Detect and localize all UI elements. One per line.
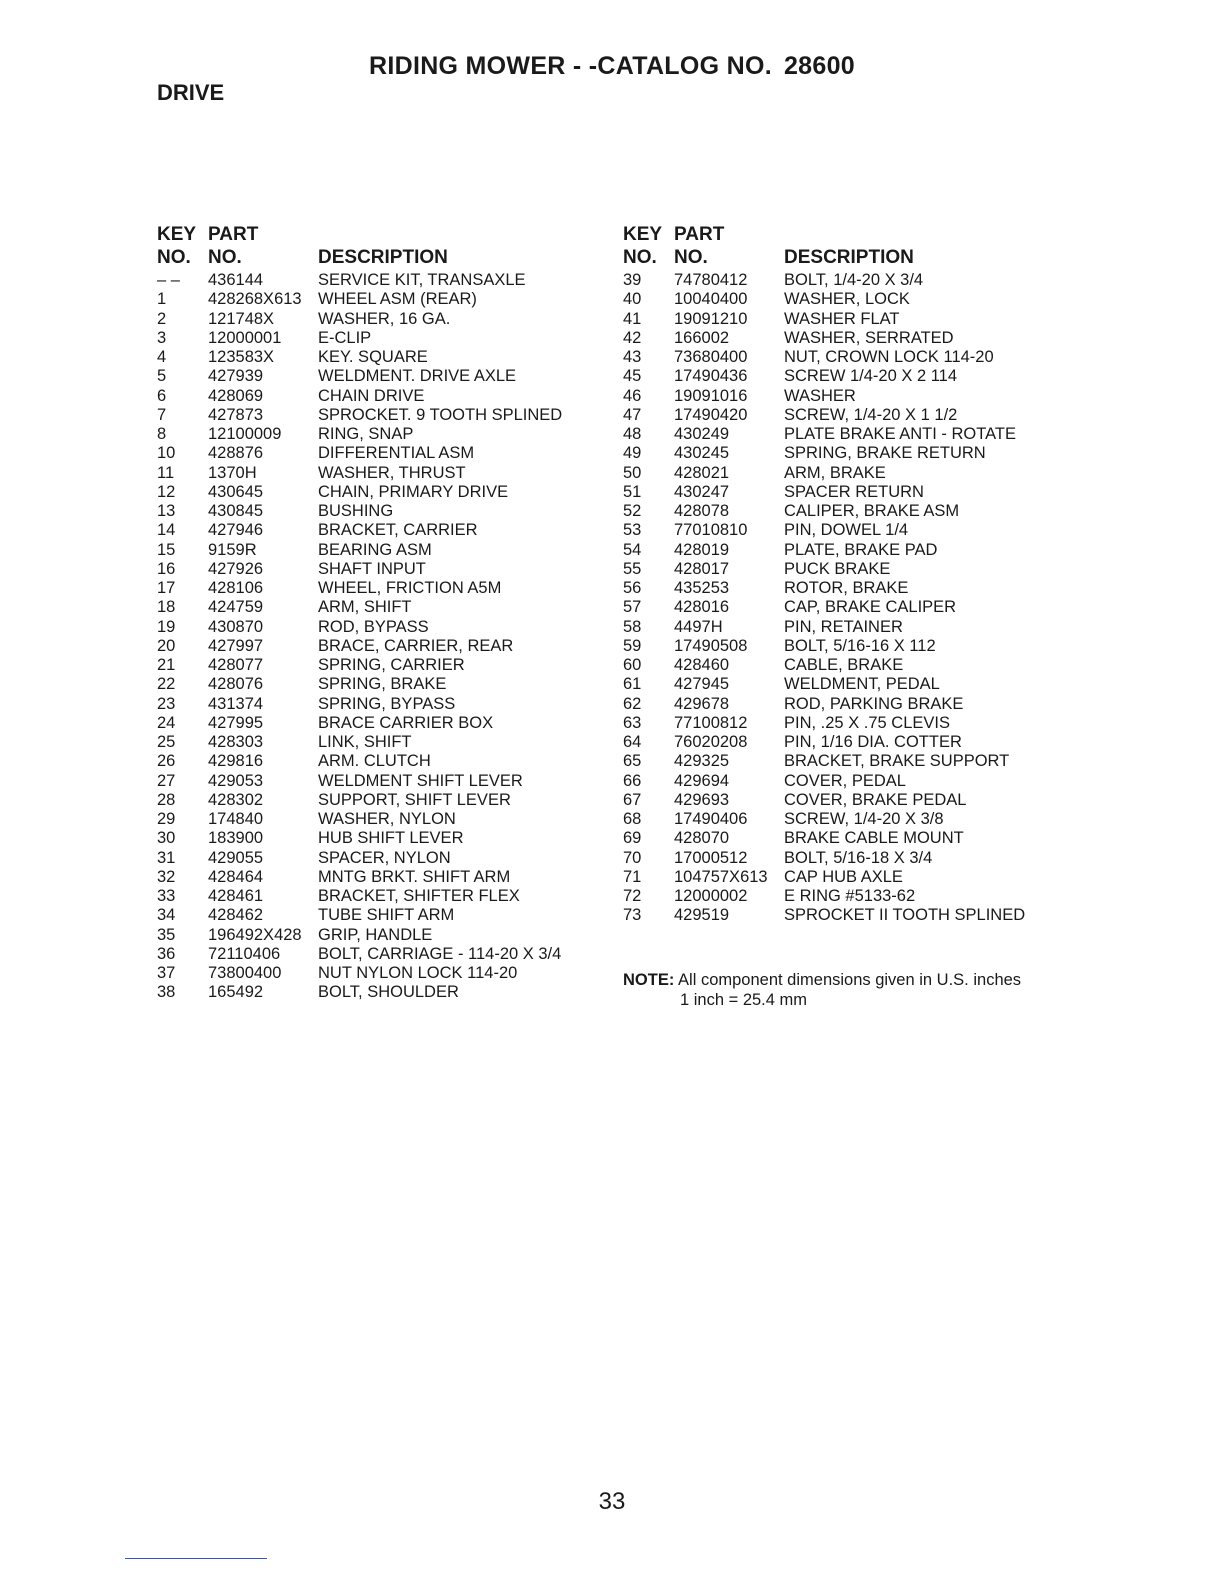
key-no: 59 (623, 636, 642, 655)
key-no: 25 (157, 733, 176, 751)
part-description: PIN, RETAINER (784, 617, 903, 636)
part-no: 429325 (674, 752, 730, 771)
part-no: 428019 (674, 540, 730, 559)
part-description: KEY. SQUARE (318, 348, 428, 366)
section-heading: DRIVE (157, 80, 225, 105)
part-description: ROD, PARKING BRAKE (784, 694, 964, 713)
part-description: NUT NYLON LOCK 114-20 (318, 964, 518, 982)
part-no: 428070 (674, 829, 730, 848)
key-no: 45 (623, 367, 642, 386)
part-description: E RING #5133-62 (784, 887, 916, 905)
key-no: 50 (623, 463, 642, 482)
page-title (0, 52, 1224, 81)
part-no: 429693 (674, 790, 730, 809)
key-no: 40 (623, 290, 642, 309)
part-no: 428460 (674, 656, 730, 674)
note-label: NOTE: (623, 971, 675, 989)
key-header: KEY (157, 224, 197, 245)
part-description: TUBE SHIFT ARM (318, 906, 455, 925)
key-no: 34 (157, 906, 176, 925)
key-no: 5 (157, 367, 167, 386)
part-no: 428462 (208, 906, 264, 925)
part-description: BRACKET, SHIFTER FLEX (318, 887, 520, 905)
part-description: SCREW 1/4-20 X 2 114 (784, 367, 958, 386)
key-no: 23 (157, 694, 176, 713)
key-no: 57 (623, 598, 642, 617)
part-no: 183900 (208, 829, 264, 848)
key-no: 31 (157, 848, 176, 867)
key-no: 70 (623, 848, 642, 867)
key-no: 35 (157, 925, 176, 944)
part-header-no: NO. (208, 247, 242, 268)
part-no: 427926 (208, 559, 264, 578)
key-no: 58 (623, 617, 642, 636)
key-no: 69 (623, 829, 642, 848)
part-no: 428016 (674, 598, 730, 617)
part-no: 430645 (208, 482, 264, 501)
key-no: 41 (623, 309, 642, 328)
part-description: BRACKET, BRAKE SUPPORT (784, 752, 1010, 771)
part-no: 428876 (208, 444, 264, 463)
footer-rule (125, 1558, 267, 1559)
part-description: BRACE CARRIER BOX (318, 713, 494, 732)
part-description: CABLE, BRAKE (784, 656, 904, 674)
part-description: WELDMENT. DRIVE AXLE (318, 367, 517, 386)
key-no: 21 (157, 656, 176, 674)
part-no: 12000002 (674, 887, 748, 905)
part-header: PART (674, 224, 725, 245)
key-no: 47 (623, 405, 642, 424)
part-description: COVER, BRAKE PEDAL (784, 790, 967, 809)
key-no: 19 (157, 617, 176, 636)
part-no: 428303 (208, 733, 264, 751)
key-no: 24 (157, 713, 176, 732)
part-description: ARM, BRAKE (784, 463, 886, 482)
part-description: CHAIN DRIVE (318, 386, 425, 405)
part-no: 429678 (674, 694, 730, 713)
part-description: DIFFERENTIAL ASM (318, 444, 475, 463)
part-no: 430247 (674, 482, 730, 501)
part-description: BEARING ASM (318, 540, 432, 559)
part-description: CALIPER, BRAKE ASM (784, 502, 960, 520)
part-no: 429055 (208, 848, 264, 867)
key-no: 18 (157, 598, 176, 617)
part-description: GRIP, HANDLE (318, 925, 433, 944)
key-no: 37 (157, 964, 176, 982)
note-line-2: 1 inch = 25.4 mm (680, 990, 808, 1009)
part-no: 428078 (674, 502, 730, 520)
part-header-no: NO. (674, 247, 708, 268)
key-no: 39 (623, 271, 642, 289)
key-no: 42 (623, 328, 642, 347)
part-description: BRACKET, CARRIER (318, 521, 478, 540)
part-no: 196492X428 (208, 925, 302, 944)
key-no: 68 (623, 810, 642, 828)
part-description: SUPPORT, SHIFT LEVER (318, 790, 511, 809)
part-no: 428069 (208, 386, 264, 405)
key-no: 72 (623, 887, 642, 905)
part-no: 123583X (208, 348, 275, 366)
part-header: PART (208, 224, 259, 245)
part-description: WASHER, 16 GA. (318, 309, 451, 328)
key-no: 55 (623, 559, 642, 578)
key-no: 22 (157, 675, 176, 694)
part-no: 12100009 (208, 425, 282, 443)
part-no: 9159R (208, 540, 257, 559)
key-no: 29 (157, 810, 176, 828)
part-no: 428021 (674, 463, 730, 482)
key-no: 64 (623, 733, 642, 751)
key-no: 52 (623, 502, 642, 520)
part-no: 427997 (208, 636, 264, 655)
part-no: 166002 (674, 328, 730, 347)
part-description: MNTG BRKT. SHIFT ARM (318, 867, 511, 886)
part-description: NUT, CROWN LOCK 114-20 (784, 348, 994, 366)
part-description: WASHER, THRUST (318, 463, 466, 482)
key-no: 12 (157, 482, 176, 501)
part-description: ROD, BYPASS (318, 617, 429, 636)
part-description: COVER, PEDAL (784, 771, 906, 790)
part-description: SPACER, NYLON (318, 848, 451, 867)
part-no: 429519 (674, 906, 730, 925)
part-description: WELDMENT, PEDAL (784, 675, 940, 694)
key-no: 14 (157, 521, 176, 540)
part-description: PIN, .25 X .75 CLEVIS (784, 713, 950, 732)
part-description: WASHER, NYLON (318, 810, 456, 828)
key-no: 48 (623, 425, 642, 443)
key-no: 4 (157, 348, 167, 366)
key-no: 17 (157, 579, 176, 597)
part-no: 1370H (208, 463, 257, 482)
note-line-1: All component dimensions given in U.S. inches (678, 971, 1022, 989)
key-no: 54 (623, 540, 642, 559)
part-description: SPRING, BYPASS (318, 694, 456, 713)
part-no: 430870 (208, 617, 264, 636)
catalog-title: RIDING MOWER - -CATALOG NO. (369, 52, 772, 80)
part-no: 17490436 (674, 367, 748, 386)
key-no: 28 (157, 790, 176, 809)
key-no: 51 (623, 482, 642, 501)
part-description: WELDMENT SHIFT LEVER (318, 771, 523, 790)
key-no: 71 (623, 867, 642, 886)
key-no: 65 (623, 752, 642, 771)
part-no: 428017 (674, 559, 730, 578)
key-no: 62 (623, 694, 642, 713)
part-description: HUB SHIFT LEVER (318, 829, 464, 848)
part-description: CHAIN, PRIMARY DRIVE (318, 482, 509, 501)
part-description: SHAFT INPUT (318, 559, 426, 578)
part-description: SPACER RETURN (784, 482, 924, 501)
part-no: 73680400 (674, 348, 748, 366)
part-no: 104757X613 (674, 867, 768, 886)
part-no: 427939 (208, 367, 264, 386)
part-description: CAP HUB AXLE (784, 867, 903, 886)
key-no: 36 (157, 944, 176, 963)
part-description: BOLT, SHOULDER (318, 983, 459, 1002)
part-description: WHEEL, FRICTION A5M (318, 579, 502, 597)
key-no: 26 (157, 752, 176, 771)
key-no: 73 (623, 906, 642, 925)
part-description: WASHER FLAT (784, 309, 900, 328)
part-no: 428464 (208, 867, 264, 886)
part-description: WASHER (784, 386, 856, 405)
key-no: 10 (157, 444, 176, 463)
part-no: 17490406 (674, 810, 748, 828)
part-description: BOLT, 5/16-16 X 112 (784, 636, 936, 655)
dimensions-note (623, 971, 1021, 1010)
part-description: BOLT, CARRIAGE - 114-20 X 3/4 (318, 944, 562, 963)
part-no: 19091210 (674, 309, 748, 328)
part-no: 165492 (208, 983, 264, 1002)
part-description: PIN, 1/16 DIA. COTTER (784, 733, 962, 751)
part-description: SPRING, BRAKE RETURN (784, 444, 986, 463)
part-no: 424759 (208, 598, 264, 617)
part-no: 435253 (674, 579, 730, 597)
key-no: 67 (623, 790, 642, 809)
key-no: 63 (623, 713, 642, 732)
key-no: 53 (623, 521, 642, 540)
key-no: 8 (157, 425, 167, 443)
key-header-no: NO. (157, 247, 191, 268)
part-no: 428268X613 (208, 290, 302, 309)
part-no: 428077 (208, 656, 264, 674)
part-description: SCREW, 1/4-20 X 1 1/2 (784, 405, 958, 424)
part-description: WASHER, SERRATED (784, 328, 954, 347)
key-no: 30 (157, 829, 176, 848)
part-no: 431374 (208, 694, 264, 713)
part-description: ARM, SHIFT (318, 598, 412, 617)
part-description: RING, SNAP (318, 425, 414, 443)
part-description: SERVICE KIT, TRANSAXLE (318, 271, 526, 289)
key-no: 27 (157, 771, 176, 790)
key-no: 32 (157, 867, 176, 886)
part-no: 427873 (208, 405, 264, 424)
part-no: 76020208 (674, 733, 748, 751)
part-no: 19091016 (674, 386, 748, 405)
part-description: BRAKE CABLE MOUNT (784, 829, 964, 848)
part-description: WHEEL ASM (REAR) (318, 290, 477, 309)
part-no: 428106 (208, 579, 264, 597)
catalog-number: 28600 (783, 52, 855, 80)
key-no: 11 (157, 463, 175, 482)
key-no: 61 (623, 675, 642, 694)
part-no: 12000001 (208, 328, 282, 347)
part-description: LINK, SHIFT (318, 733, 412, 751)
part-description: PLATE, BRAKE PAD (784, 540, 938, 559)
part-no: 427995 (208, 713, 264, 732)
part-no: 427946 (208, 521, 264, 540)
part-no: 77100812 (674, 713, 748, 732)
part-description: BOLT, 5/16-18 X 3/4 (784, 848, 933, 867)
part-description: SCREW, 1/4-20 X 3/8 (784, 810, 944, 828)
key-no: 49 (623, 444, 642, 463)
key-no: 56 (623, 579, 642, 597)
key-no: 46 (623, 386, 642, 405)
part-description: PUCK BRAKE (784, 559, 891, 578)
key-header: KEY (623, 224, 663, 245)
part-description: ROTOR, BRAKE (784, 579, 909, 597)
part-no: 430845 (208, 502, 264, 520)
page-number: 33 (598, 1488, 626, 1515)
part-no: 73800400 (208, 964, 282, 982)
part-description: E-CLIP (318, 328, 372, 347)
part-no: 436144 (208, 271, 264, 289)
key-no: 13 (157, 502, 176, 520)
key-no: 3 (157, 328, 167, 347)
part-no: 429053 (208, 771, 264, 790)
key-header-no: NO. (623, 247, 657, 268)
part-no: 174840 (208, 810, 264, 828)
part-no: 72110406 (208, 944, 281, 963)
key-no: 16 (157, 559, 176, 578)
part-no: 17000512 (674, 848, 748, 867)
part-description: PLATE BRAKE ANTI - ROTATE (784, 425, 1016, 443)
part-description: PIN, DOWEL 1/4 (784, 521, 909, 540)
part-no: 74780412 (674, 271, 748, 289)
part-description: BRACE, CARRIER, REAR (318, 636, 514, 655)
part-no: 17490420 (674, 405, 748, 424)
key-no: 1 (157, 290, 167, 309)
part-description: SPROCKET. 9 TOOTH SPLINED (318, 405, 563, 424)
key-no: 66 (623, 771, 642, 790)
part-description: CAP, BRAKE CALIPER (784, 598, 957, 617)
description-header: DESCRIPTION (318, 247, 448, 268)
key-no: 15 (157, 540, 176, 559)
description-header: DESCRIPTION (784, 247, 914, 268)
key-no: 6 (157, 386, 167, 405)
part-no: 17490508 (674, 636, 748, 655)
part-no: 121748X (208, 309, 275, 328)
part-description: SPRING, BRAKE (318, 675, 447, 694)
key-no: 60 (623, 656, 642, 674)
part-description: SPRING, CARRIER (318, 656, 465, 674)
part-no: 428461 (208, 887, 264, 905)
part-no: 427945 (674, 675, 730, 694)
part-description: SPROCKET II TOOTH SPLINED (784, 906, 1026, 925)
key-no: – – (157, 271, 180, 289)
part-description: BUSHING (318, 502, 394, 520)
key-no: 43 (623, 348, 642, 366)
part-no: 429816 (208, 752, 264, 771)
part-no: 428076 (208, 675, 264, 694)
part-description: WASHER, LOCK (784, 290, 910, 309)
part-no: 430249 (674, 425, 730, 443)
part-no: 430245 (674, 444, 730, 463)
key-no: 20 (157, 636, 176, 655)
key-no: 33 (157, 887, 176, 905)
key-no: 38 (157, 983, 176, 1002)
part-description: ARM. CLUTCH (318, 752, 431, 771)
part-no: 428302 (208, 790, 264, 809)
part-description: BOLT, 1/4-20 X 3/4 (784, 271, 924, 289)
part-no: 4497H (674, 617, 723, 636)
part-no: 77010810 (674, 521, 748, 540)
part-no: 429694 (674, 771, 730, 790)
key-no: 2 (157, 309, 167, 328)
part-no: 10040400 (674, 290, 748, 309)
key-no: 7 (157, 405, 167, 424)
